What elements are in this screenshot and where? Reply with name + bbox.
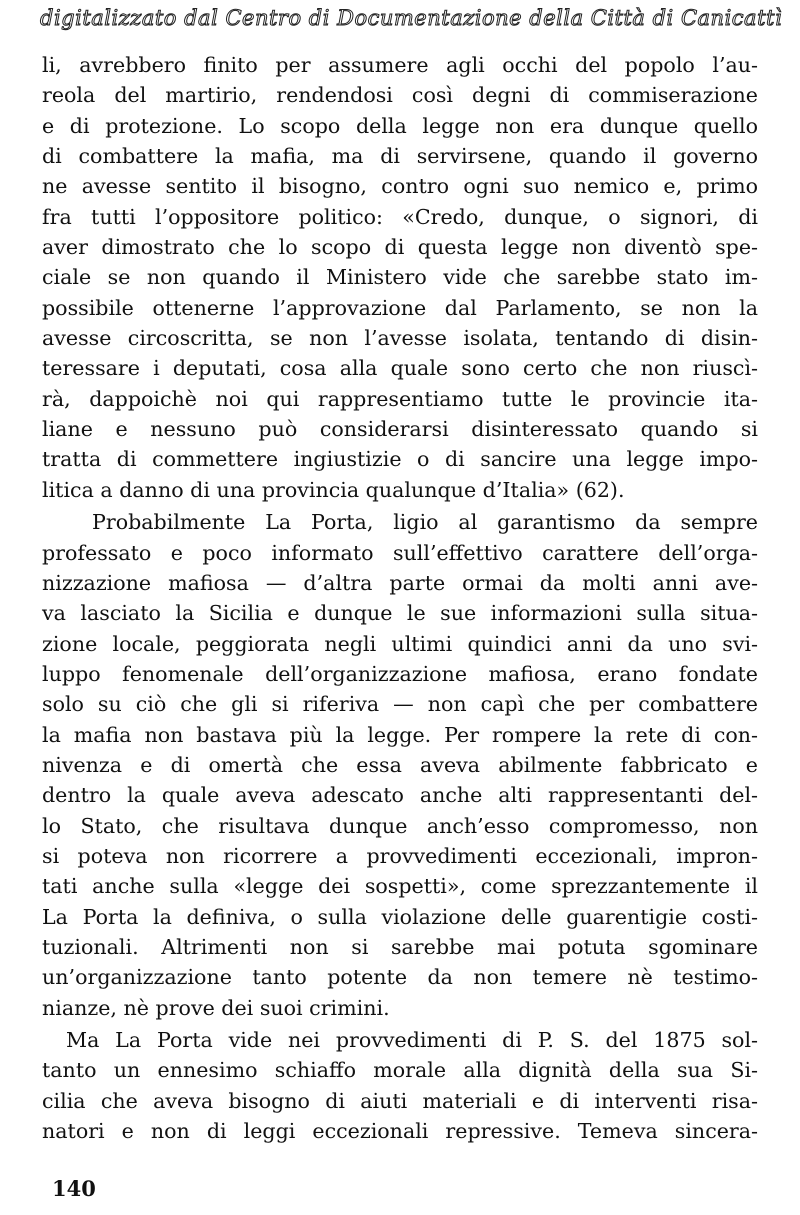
watermark-header: digitalizzato dal Centro di Documentazione della Città di Canicattì [40,6,783,30]
text-line: rà, dappoichè noi qui rappresentiamo tutte le provincie ita- [42,386,758,411]
text-line: li, avrebbero finito per assumere agli occhi del popolo l’au- [42,53,758,77]
text-line: nizzazione mafiosa — d’altra parte ormai da molti anni ave- [42,570,758,595]
text-line: fra tutti l’oppositore politico: «Credo, dunque, o signori, di [42,204,758,229]
text-line: dentro la quale aveva adescato anche alti rappresentanti del- [42,783,758,808]
paragraph-first-line: Ma La Porta vide nei provvedimenti di P. S. del 1875 sol- [66,1028,758,1052]
text-line: zione locale, peggiorata negli ultimi quindici anni da uno svi- [42,631,758,656]
text-line: cilia che aveva bisogno di aiuti materiali e di interventi risa- [42,1088,758,1113]
text-line: La Porta la definiva, o sulla violazione delle guarentigie costi- [42,904,758,929]
text-line: solo su ciò che gli si riferiva — non capì che per combattere [42,692,758,717]
text-line: nianze, nè prove dei suoi crimini. [42,995,390,1020]
text-line: aver dimostrato che lo scopo di questa legge non diventò spe- [42,235,758,260]
text-line: un’organizzazione tanto potente da non temere nè testimo- [42,965,758,990]
text-line: e di protezione. Lo scopo della legge non era dunque quello [42,113,758,138]
page-body [42,50,758,1146]
page-number: 140 [52,1176,96,1201]
text-line: lo Stato, che risultava dunque anch’esso compromesso, non [42,813,758,838]
text-line: tanto un ennesimo schiaffo morale alla dignità della sua Si- [42,1058,758,1083]
text-line: litica a danno di una provincia qualunque d’Italia» (62). [42,477,625,502]
text-line: ciale se non quando il Ministero vide che sarebbe stato im- [42,265,758,290]
paragraph-first-line: Probabilmente La Porta, ligio al garantismo da sempre [92,510,758,535]
text-line: si poteva non ricorrere a provvedimenti eccezionali, impron- [42,843,758,868]
text-line: la mafia non bastava più la legge. Per rompere la rete di con- [42,722,758,747]
text-line: tratta di commettere ingiustizie o di sancire una legge impo- [42,447,758,472]
text-line: reola del martirio, rendendosi così degni di commiserazione [42,83,758,108]
text-line: possibile ottenerne l’approvazione dal Parlamento, se non la [42,295,758,320]
text-line: liane e nessuno può considerarsi disinteressato quando si [42,417,758,442]
text-line: teressare i deputati, cosa alla quale sono certo che non riuscì- [42,356,758,381]
text-line: va lasciato la Sicilia e dunque le sue informazioni sulla situa- [42,601,758,626]
text-line: natori e non di leggi eccezionali repressive. Temeva sincera- [42,1119,758,1144]
text-line: tati anche sulla «legge dei sospetti», come sprezzantemente il [42,874,758,899]
text-line: luppo fenomenale dell’organizzazione mafiosa, erano fondate [42,661,758,686]
text-line: avesse circoscritta, se non l’avesse isolata, tentando di disin- [42,326,758,351]
text-line: professato e poco informato sull’effettivo carattere dell’orga- [42,540,758,565]
text-line: ne avesse sentito il bisogno, contro ogni suo nemico e, primo [42,174,758,199]
text-line: di combattere la mafia, ma di servirsene, quando il governo [42,144,758,169]
text-line: nivenza e di omertà che essa aveva abilmente fabbricato e [42,752,758,777]
text-line: tuzionali. Altrimenti non si sarebbe mai potuta sgominare [42,934,758,959]
